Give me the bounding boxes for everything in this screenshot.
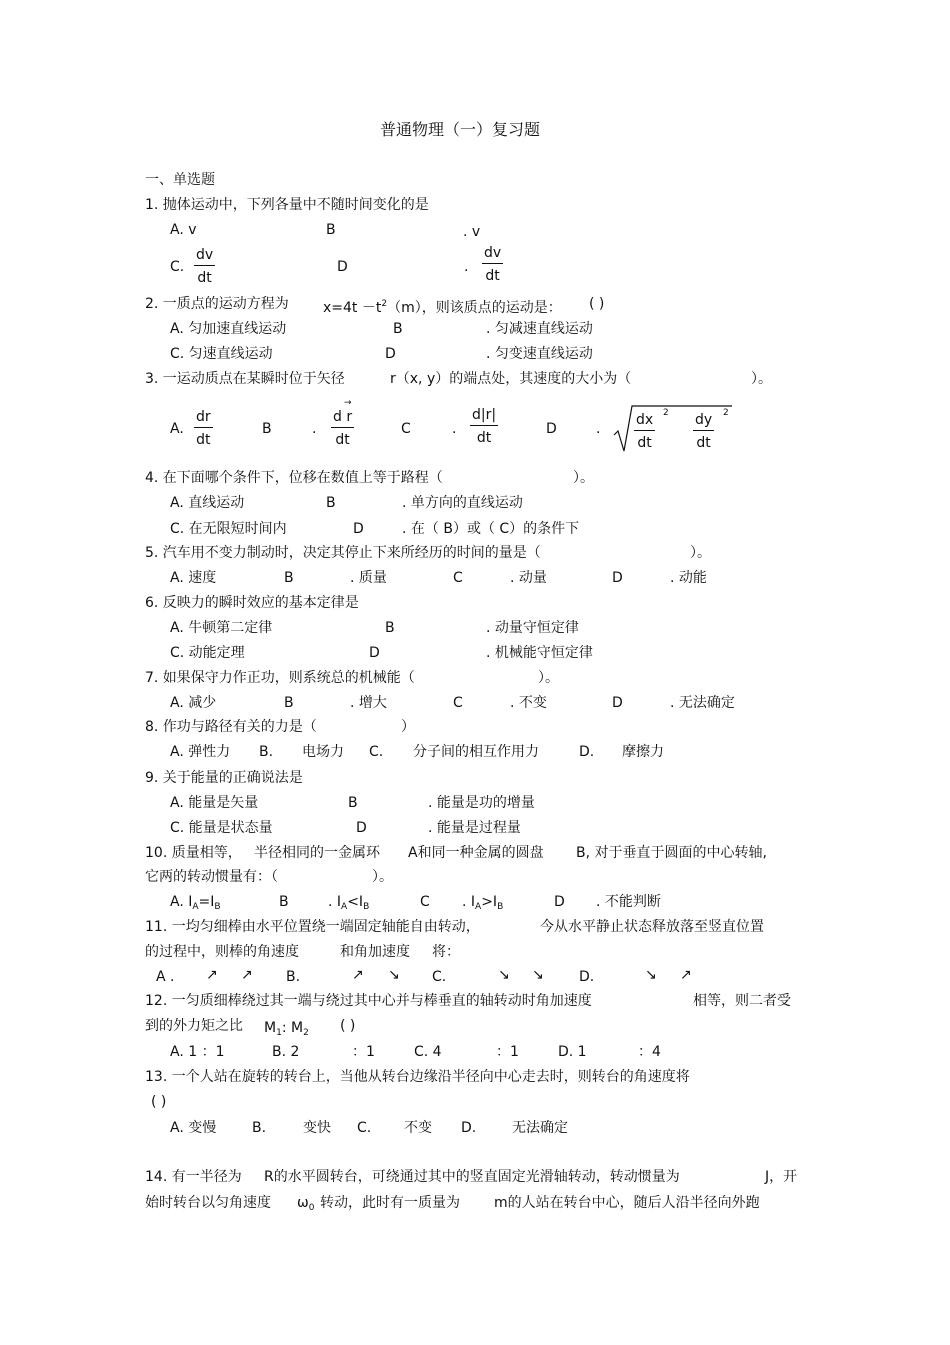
question-13-option-c-letter: C. xyxy=(357,1120,372,1136)
question-4-option-c: C. 在无限短时间内 xyxy=(170,521,287,537)
question-2-option-b-letter: B xyxy=(393,321,403,337)
question-2-option-a: A. 匀加速直线运动 xyxy=(170,321,287,337)
question-14-line-2b: 转动，此时有一质量为 xyxy=(320,1195,460,1211)
fraction-numerator: dx xyxy=(634,412,655,431)
question-14-stem-3: J，开 xyxy=(765,1169,798,1185)
question-6-option-b: . 动量守恒定律 xyxy=(486,620,579,636)
fraction-denominator: dt xyxy=(197,270,212,286)
question-3-option-b-dot: . xyxy=(312,421,317,437)
fraction-denominator: dt xyxy=(485,268,500,284)
question-12-answer-paren: ( ) xyxy=(340,1018,356,1034)
question-11-option-a-letter: A . xyxy=(156,969,175,985)
question-10-option-b-letter: B xyxy=(279,894,289,910)
question-9-option-b-letter: B xyxy=(348,795,358,811)
question-4-stem: 4. 在下面哪个条件下，位移在数值上等于路程（ xyxy=(145,470,443,486)
question-1-option-c-fraction xyxy=(194,247,215,286)
question-12-option-c: ：1 xyxy=(496,1044,519,1060)
question-5-stem: 5. 汽车用不变力制动时，决定其停止下来所经历的时间的量是（ xyxy=(145,545,541,561)
question-1-option-b: . v xyxy=(463,224,481,240)
question-1-option-c-letter: C. xyxy=(170,259,185,275)
question-6-option-d-letter: D xyxy=(369,645,380,661)
fraction-denominator: dt xyxy=(335,432,350,448)
subscript: B xyxy=(497,902,504,912)
question-8-option-d: 摩擦力 xyxy=(622,744,664,760)
question-6-option-a: A. 牛顿第二定律 xyxy=(170,620,273,636)
question-8-option-a: A. 弹性力 xyxy=(170,744,231,760)
question-7-option-b-letter: B xyxy=(284,695,294,711)
question-13-option-d: 无法确定 xyxy=(512,1120,568,1136)
exponent: 2 xyxy=(663,408,669,418)
question-8-stem: 8. 作功与路径有关的力是（ xyxy=(145,719,317,735)
question-5-end: ）。 xyxy=(690,545,711,561)
question-9-option-d-letter: D xyxy=(356,820,367,836)
question-12-option-a: A. 1 ：1 xyxy=(170,1044,225,1060)
question-3-option-b-fraction xyxy=(331,409,354,448)
question-10-end: ）。 xyxy=(372,869,393,885)
subscript: A xyxy=(341,902,348,912)
question-8-option-c-letter: C. xyxy=(369,744,384,760)
question-12-line-2: 到的外力矩之比 xyxy=(145,1018,243,1034)
question-11-stem-2: 今从水平静止状态释放落至竖直位置 xyxy=(540,919,764,935)
question-2-option-b: . 匀减速直线运动 xyxy=(486,321,593,337)
decrease-arrow-icon: ↘ xyxy=(645,967,657,983)
fraction-numerator: dv xyxy=(194,247,215,266)
subscript: 0 xyxy=(308,1203,315,1213)
question-3-option-d-fraction-y xyxy=(693,412,714,451)
question-1-option-d-fraction xyxy=(482,245,503,284)
question-11-option-d-letter: D. xyxy=(579,969,595,985)
question-12-stem-2: 相等，则二者受 xyxy=(693,993,791,1009)
question-11-stem-1: 11. 一均匀细棒由水平位置绕一端固定轴能自由转动， xyxy=(145,919,480,935)
question-4-end: ）。 xyxy=(573,470,594,486)
question-12-option-b-letter: B. 2 xyxy=(272,1044,300,1060)
option-text: . I xyxy=(328,894,342,910)
fraction-numerator: dv xyxy=(482,245,503,264)
question-3-option-c-fraction xyxy=(470,407,498,446)
increase-arrow-icon: ↗ xyxy=(206,967,218,983)
vector-arrow-icon: → xyxy=(344,398,352,408)
question-13-answer-paren: ( ) xyxy=(151,1094,167,1110)
question-3-stem: 3. 一运动质点在某瞬时位于矢径 xyxy=(145,371,345,387)
option-text: >I xyxy=(481,894,498,910)
question-4-option-d: . 在（ B）或（ C）的条件下 xyxy=(402,521,580,537)
question-12-option-c-letter: C. 4 xyxy=(414,1044,442,1060)
question-2-option-c: C. 匀速直线运动 xyxy=(170,346,273,362)
option-text: A. I xyxy=(170,894,193,910)
question-12-ratio xyxy=(264,1019,309,1042)
question-7-stem: 7. 如果保守力作正功，则系统总的机械能（ xyxy=(145,670,415,686)
equation-main: x=4t －t xyxy=(323,300,382,316)
decrease-arrow-icon: ↘ xyxy=(498,967,510,983)
question-1-stem: 1. 抛体运动中，下列各量中不随时间变化的是 xyxy=(145,197,429,213)
question-2-option-d-letter: D xyxy=(385,346,396,362)
question-9-option-c: C. 能量是状态量 xyxy=(170,820,273,836)
option-text: =I xyxy=(198,894,215,910)
question-1-option-b-letter: B xyxy=(326,222,336,238)
question-12-stem-1: 12. 一匀质细棒绕过其一端与绕过其中心并与棒垂直的轴转动时角加速度 xyxy=(145,993,592,1009)
equation-exponent: 2 xyxy=(381,299,388,309)
question-14-line-2c: m的人站在转台中心，随后人沿半径向外跑 xyxy=(494,1195,760,1211)
question-10-stem-4: B, 对于垂直于圆面的中心转轴, xyxy=(576,845,767,861)
question-3-option-c-letter: C xyxy=(401,421,411,437)
question-10-line-2: 它两的转动惯量有：（ xyxy=(145,869,278,885)
question-5-option-b-letter: B xyxy=(284,570,294,586)
omega-symbol: ω xyxy=(297,1195,309,1211)
subscript: A xyxy=(192,902,199,912)
question-5-option-d: . 动能 xyxy=(670,570,707,586)
question-5-option-c: . 动量 xyxy=(510,570,547,586)
decrease-arrow-icon: ↘ xyxy=(532,967,544,983)
question-2-option-d: . 匀变速直线运动 xyxy=(486,346,593,362)
question-7-end: ）。 xyxy=(538,670,559,686)
question-2-equation xyxy=(323,295,562,317)
question-10-stem-1: 10. 质量相等， xyxy=(145,845,242,861)
question-7-option-d: . 无法确定 xyxy=(670,695,735,711)
question-4-option-d-letter: D xyxy=(353,521,364,537)
question-9-option-a: A. 能量是矢量 xyxy=(170,795,259,811)
question-3-option-d-letter: D xyxy=(546,421,557,437)
question-10-option-a xyxy=(170,893,221,916)
increase-arrow-icon: ↗ xyxy=(680,967,692,983)
question-3-option-b-letter: B xyxy=(262,421,272,437)
question-3-position-vector: r（x, y）的端点处，其速度的大小为（ xyxy=(390,371,632,387)
option-text: <I xyxy=(347,894,364,910)
question-12-option-d: ：4 xyxy=(638,1044,661,1060)
question-12-option-b: ：1 xyxy=(352,1044,375,1060)
question-1-option-a: A. v xyxy=(170,222,197,238)
question-14-omega xyxy=(297,1194,314,1217)
question-2-stem: 2. 一质点的运动方程为 xyxy=(145,296,289,312)
fraction-numerator: d|r| xyxy=(470,407,498,426)
question-10-option-d-letter: D xyxy=(554,894,565,910)
option-text: . I xyxy=(462,894,476,910)
subscript: B xyxy=(214,902,221,912)
question-8-option-b: 电场力 xyxy=(302,744,344,760)
question-13-option-c: 不变 xyxy=(404,1120,432,1136)
fraction-denominator: dt xyxy=(476,430,492,446)
question-8-option-c: 分子间的相互作用力 xyxy=(413,744,539,760)
question-3-option-d-fraction-x xyxy=(634,412,655,451)
question-13-option-a: A. 变慢 xyxy=(170,1120,217,1136)
question-11-option-c-letter: C. xyxy=(432,969,447,985)
question-11-option-b-letter: B. xyxy=(286,969,301,985)
question-6-option-d: . 机械能守恒定律 xyxy=(486,645,593,661)
question-10-option-c xyxy=(462,893,503,916)
question-10-option-c-letter: C xyxy=(420,894,430,910)
question-8-end: ） xyxy=(401,719,415,735)
fraction-denominator: dt xyxy=(196,432,211,448)
question-11-line-2c: 将： xyxy=(432,944,460,960)
question-5-option-b: . 质量 xyxy=(350,570,387,586)
question-11-line-2a: 的过程中，则棒的角速度 xyxy=(145,944,299,960)
question-3-option-a-letter: A. xyxy=(170,421,184,437)
subscript: 1 xyxy=(276,1028,282,1038)
question-13-option-b-letter: B. xyxy=(252,1120,267,1136)
equation-rest: （m），则该质点的运动是： xyxy=(387,300,562,316)
question-9-option-d: . 能量是过程量 xyxy=(428,820,521,836)
question-6-option-b-letter: B xyxy=(385,620,395,636)
subscript: B xyxy=(363,902,370,912)
decrease-arrow-icon: ↘ xyxy=(388,967,400,983)
exponent: 2 xyxy=(723,408,729,418)
question-3-option-d-dot: . xyxy=(596,421,601,437)
question-4-option-b: . 单方向的直线运动 xyxy=(402,495,523,511)
question-8-option-d-letter: D. xyxy=(579,744,595,760)
question-1-option-d-dot: . xyxy=(464,259,469,275)
fraction-denominator: dt xyxy=(637,435,652,451)
question-1-option-d-letter: D xyxy=(337,259,348,275)
question-7-option-b: . 增大 xyxy=(350,695,387,711)
question-10-option-b xyxy=(328,893,369,916)
section-heading: 一、单选题 xyxy=(145,172,215,188)
question-13-option-b: 变快 xyxy=(303,1120,331,1136)
question-9-option-b: . 能量是功的增量 xyxy=(428,795,535,811)
increase-arrow-icon: ↗ xyxy=(241,967,253,983)
question-10-stem-3: A和同一种金属的圆盘 xyxy=(408,845,544,861)
question-14-line-2a: 始时转台以匀角速度 xyxy=(145,1195,271,1211)
question-14-stem-1: 14. 有一半径为 xyxy=(145,1169,242,1185)
question-10-option-d: . 不能判断 xyxy=(596,894,661,910)
subscript: 2 xyxy=(303,1028,309,1038)
question-7-option-a: A. 减少 xyxy=(170,695,217,711)
increase-arrow-icon: ↗ xyxy=(352,967,364,983)
question-14-stem-2: R的水平圆转台，可绕通过其中的竖直固定光滑轴转动，转动惯量为 xyxy=(264,1169,680,1185)
question-7-option-c: . 不变 xyxy=(510,695,547,711)
question-2-answer-paren: ( ) xyxy=(589,296,605,312)
square-root-sign-icon xyxy=(612,403,734,455)
question-11-line-2b: 和角加速度 xyxy=(340,944,410,960)
question-4-option-a: A. 直线运动 xyxy=(170,495,245,511)
ratio-text: M xyxy=(264,1020,277,1036)
question-3-option-a-fraction xyxy=(194,409,213,448)
question-6-stem: 6. 反映力的瞬时效应的基本定律是 xyxy=(145,595,359,611)
question-10-stem-2: 半径相同的一金属环 xyxy=(254,845,380,861)
question-9-stem: 9. 关于能量的正确说法是 xyxy=(145,770,303,786)
fraction-denominator: dt xyxy=(696,435,711,451)
page-title: 普通物理（一）复习题 xyxy=(380,120,541,139)
question-4-option-b-letter: B xyxy=(326,495,336,511)
question-3-end: ）。 xyxy=(751,371,772,387)
question-5-option-a: A. 速度 xyxy=(170,570,217,586)
ratio-text: : M xyxy=(281,1020,304,1036)
question-3-option-c-dot: . xyxy=(452,421,457,437)
question-7-option-d-letter: D xyxy=(612,695,623,711)
question-5-option-c-letter: C xyxy=(453,570,463,586)
question-8-option-b-letter: B. xyxy=(259,744,274,760)
question-13-option-d-letter: D. xyxy=(461,1120,477,1136)
subscript: A xyxy=(475,902,482,912)
fraction-numerator: dy xyxy=(693,412,714,431)
fraction-numerator: dr xyxy=(194,409,213,428)
question-6-option-c: C. 动能定理 xyxy=(170,645,245,661)
question-5-option-d-letter: D xyxy=(612,570,623,586)
question-13-stem: 13. 一个人站在旋转的转台上，当他从转台边缘沿半径向中心走去时，则转台的角速度将 xyxy=(145,1069,690,1085)
question-7-option-c-letter: C xyxy=(453,695,463,711)
fraction-numerator: d r xyxy=(331,409,354,428)
question-12-option-d-letter: D. 1 xyxy=(558,1044,587,1060)
